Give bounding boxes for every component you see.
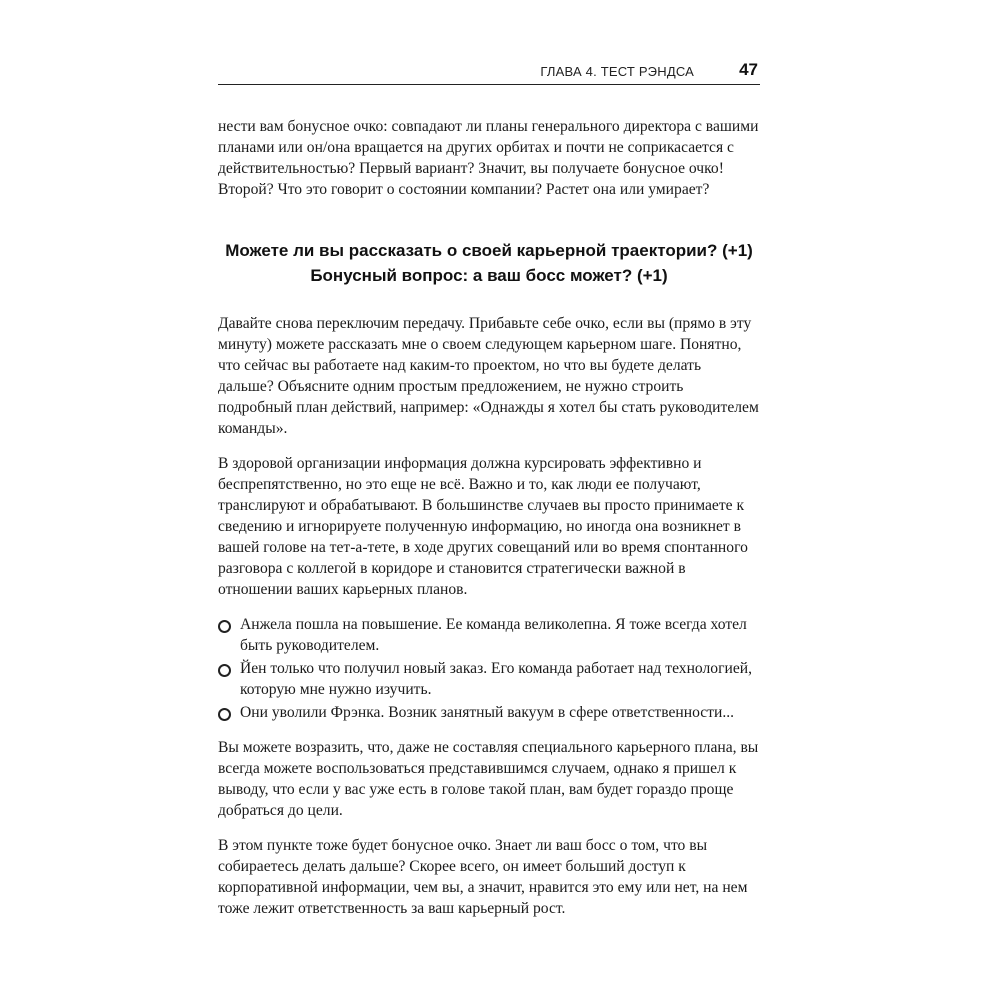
- section-heading: [218, 238, 760, 288]
- list-item-text: Они уволили Фрэнка. Возник занятный вакуум в сфере ответственности...: [240, 704, 735, 721]
- paragraph-objection: Вы можете возразить, что, даже не составляя специального карьерного плана, вы всегда можете воспользоваться представившимся случаем, однако я пришел к выводу, что если у вас уже есть в голове такой план, вам будет гораздо проще добраться до цели.: [218, 739, 759, 819]
- circle-bullet-icon: [218, 708, 231, 721]
- paragraph-information-flow: В здоровой организации информация должна курсировать эффективно и беспрепятственно, но это еще не всё. Важно и то, как люди ее получают, транслируют и обрабатывают. В большинстве случаев вы просто принимаете к сведению и игнорируете полученную информацию, но иногда она возникнет в вашей голове на тет-а-тете, в ходе других совещаний или во время спонтанного разговора с коллегой в коридоре и становится стратегически важной в отношении ваших карьерных планов.: [218, 455, 748, 598]
- circle-bullet-icon: [218, 664, 231, 677]
- list-item: [218, 658, 760, 700]
- list-item: [218, 614, 760, 656]
- page-number: 47: [739, 60, 758, 79]
- intro-paragraph: нести вам бонусное очко: совпадают ли планы генерального директора с вашими планами или он/она вращается на других орбитах и почти не соприкасается с действительностью? Первый вариант? Значит, вы получаете бонусное очко! Второй? Что это говорит о состоянии компании? Растет она или умирает?: [218, 118, 759, 198]
- list-item: [218, 702, 760, 723]
- list-item-text: Йен только что получил новый заказ. Его команда работает над технологией, которую мне нужно изучить.: [240, 660, 752, 698]
- section-heading-line-1: Можете ли вы рассказать о своей карьерной траектории? (+1): [225, 241, 753, 260]
- circle-bullet-icon: [218, 620, 231, 633]
- section-heading-line-2: Бонусный вопрос: а ваш босс может? (+1): [310, 266, 668, 285]
- page-body: [218, 116, 760, 933]
- examples-list: [218, 614, 760, 723]
- list-item-text: Анжела пошла на повышение. Ее команда великолепна. Я тоже всегда хотел быть руководителем.: [240, 616, 747, 654]
- paragraph-career-step: Давайте снова переключим передачу. Прибавьте себе очко, если вы (прямо в эту минуту) можете рассказать мне о своем следующем карьерном шаге. Понятно, что сейчас вы работаете над каким-то проектом, но что вы будете делать дальше? Объясните одним простым предложением, не нужно строить подробный план действий, например: «Однажды я хотел бы стать руководителем команды».: [218, 315, 759, 437]
- running-header: [218, 58, 760, 85]
- chapter-title: ГЛАВА 4. ТЕСТ РЭНДСА: [540, 64, 694, 79]
- paragraph-bonus-boss: В этом пункте тоже будет бонусное очко. Знает ли ваш босс о том, что вы собираетесь делать дальше? Скорее всего, он имеет больший доступ к корпоративной информации, чем вы, а значит, нравится это ему или нет, на нем тоже лежит ответственность за ваш карьерный рост.: [218, 837, 748, 917]
